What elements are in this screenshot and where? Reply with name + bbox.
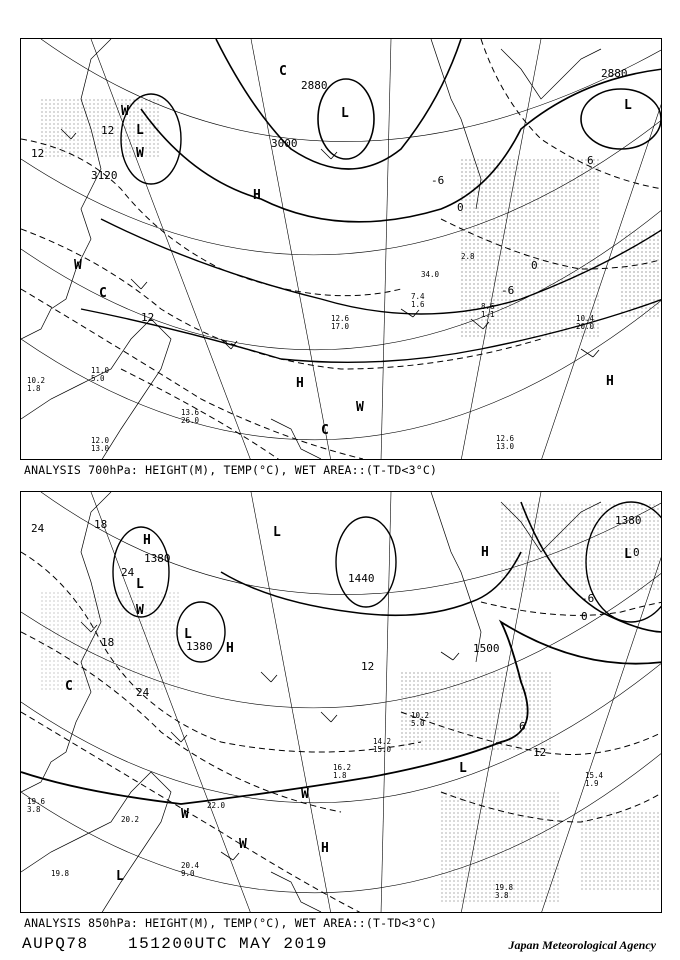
temp-label: 18 — [101, 636, 115, 649]
temp-label: 12 — [361, 660, 375, 673]
agency-name: Japan Meteorological Agency — [508, 938, 656, 952]
station-value: 20.0 — [576, 322, 595, 331]
temp-label: 6 — [587, 154, 594, 167]
station-value: 12.6 — [331, 314, 350, 323]
station-value: 9.0 — [181, 869, 195, 878]
wet-area — [41, 502, 662, 902]
cold-center: C — [99, 286, 107, 301]
warm-center: W — [136, 146, 144, 161]
cold-center: C — [321, 423, 329, 438]
station-value: 19.8 — [51, 869, 70, 878]
temp-label: 6 — [519, 720, 526, 733]
station-value: 10.4 — [576, 314, 595, 323]
station-value: 19.6 — [27, 797, 46, 806]
station-value: 1.9 — [585, 779, 599, 788]
height-label: 1380 — [615, 514, 642, 527]
station-value: 11.0 — [91, 366, 110, 375]
low-center: L — [136, 577, 144, 592]
station-value: 13.0 — [91, 444, 110, 453]
station-value: 2.8 — [461, 252, 475, 261]
station-value: 12.0 — [91, 436, 110, 445]
temp-label: 0 — [457, 201, 464, 214]
high-center: H — [321, 841, 329, 856]
station-value: 22.0 — [207, 801, 226, 810]
station-value: 5.0 — [411, 719, 425, 728]
station-value: 16.2 — [333, 763, 352, 772]
high-center: H — [606, 374, 614, 389]
temp-label: -6 — [581, 592, 595, 605]
temp-label: 12 — [533, 746, 547, 759]
caption-700hpa: ANALYSIS 700hPa: HEIGHT(M), TEMP(°C), WET AREA::(T-TD<3°C) — [24, 463, 438, 477]
warm-center: W — [181, 807, 189, 822]
map-panel-700hpa — [20, 38, 662, 460]
warm-center: W — [74, 258, 82, 273]
high-center: H — [143, 533, 151, 548]
high-center: H — [481, 545, 489, 560]
station-value: 20.2 — [121, 815, 140, 824]
station-value: 8.6 — [481, 302, 495, 311]
station-value: 15.0 — [373, 745, 392, 754]
warm-center: W — [301, 787, 309, 802]
height-label: 2880 — [601, 67, 628, 80]
station-value: 1.8 — [333, 771, 347, 780]
warm-center: W — [356, 400, 364, 415]
station-value: 12.6 — [496, 434, 515, 443]
height-label: 1500 — [473, 642, 500, 655]
height-label: 2880 — [301, 79, 328, 92]
station-value: 1.1 — [481, 310, 495, 319]
low-center: L — [136, 123, 144, 138]
warm-center: W — [239, 837, 247, 852]
low-center: L — [459, 761, 467, 776]
temp-label: 0 — [633, 546, 640, 559]
valid-time: 151200UTC MAY 2019 — [128, 935, 328, 953]
station-value: 13.6 — [181, 408, 200, 417]
station-value: 1.6 — [411, 300, 425, 309]
temp-label: -6 — [431, 174, 445, 187]
warm-center: W — [136, 603, 144, 618]
station-value: 3.8 — [27, 805, 41, 814]
temp-label: 0 — [581, 610, 588, 623]
temp-label: 0 — [531, 259, 538, 272]
temp-label: -6 — [501, 284, 515, 297]
low-center: L — [116, 869, 124, 884]
low-center: L — [184, 627, 192, 642]
map-850hpa-svg — [21, 492, 662, 913]
temp-label: 24 — [31, 522, 45, 535]
high-center: H — [253, 188, 261, 203]
high-center: H — [296, 376, 304, 391]
station-value: 14.2 — [373, 737, 392, 746]
station-value: 3.8 — [495, 891, 509, 900]
chart-id: AUPQ78 — [22, 935, 89, 953]
low-center: L — [624, 98, 632, 113]
warm-center: W — [121, 104, 129, 119]
temp-label: 12 — [141, 311, 155, 324]
high-center: H — [226, 641, 234, 656]
cold-center: C — [65, 679, 73, 694]
station-value: 13.0 — [496, 442, 515, 451]
height-label: 1380 — [186, 640, 213, 653]
station-value: 5.0 — [91, 374, 105, 383]
low-center: L — [624, 547, 632, 562]
caption-850hpa: ANALYSIS 850hPa: HEIGHT(M), TEMP(°C), WET AREA::(T-TD<3°C) — [24, 916, 438, 930]
height-label: 1440 — [348, 572, 375, 585]
temp-label: 12 — [31, 147, 45, 160]
station-value: 26.0 — [181, 416, 200, 425]
height-label: 3120 — [91, 169, 118, 182]
height-label: 1380 — [144, 552, 171, 565]
temp-label: 24 — [136, 686, 150, 699]
station-value: 10.2 — [27, 376, 46, 385]
cold-center: C — [279, 64, 287, 79]
height-label: 3000 — [271, 137, 298, 150]
station-value: 34.0 — [421, 270, 440, 279]
temp-label: 12 — [101, 124, 115, 137]
station-value: 20.4 — [181, 861, 200, 870]
station-value: 17.0 — [331, 322, 350, 331]
station-value: 15.4 — [585, 771, 604, 780]
station-value: 10.2 — [411, 711, 430, 720]
temp-label: 18 — [94, 518, 108, 531]
station-value: 7.4 — [411, 292, 425, 301]
temp-label: 24 — [121, 566, 135, 579]
map-700hpa-svg — [21, 39, 662, 460]
low-center: L — [273, 525, 281, 540]
station-value: 1.8 — [27, 384, 41, 393]
map-panel-850hpa — [20, 491, 662, 913]
low-center: L — [341, 106, 349, 121]
station-value: 19.8 — [495, 883, 514, 892]
